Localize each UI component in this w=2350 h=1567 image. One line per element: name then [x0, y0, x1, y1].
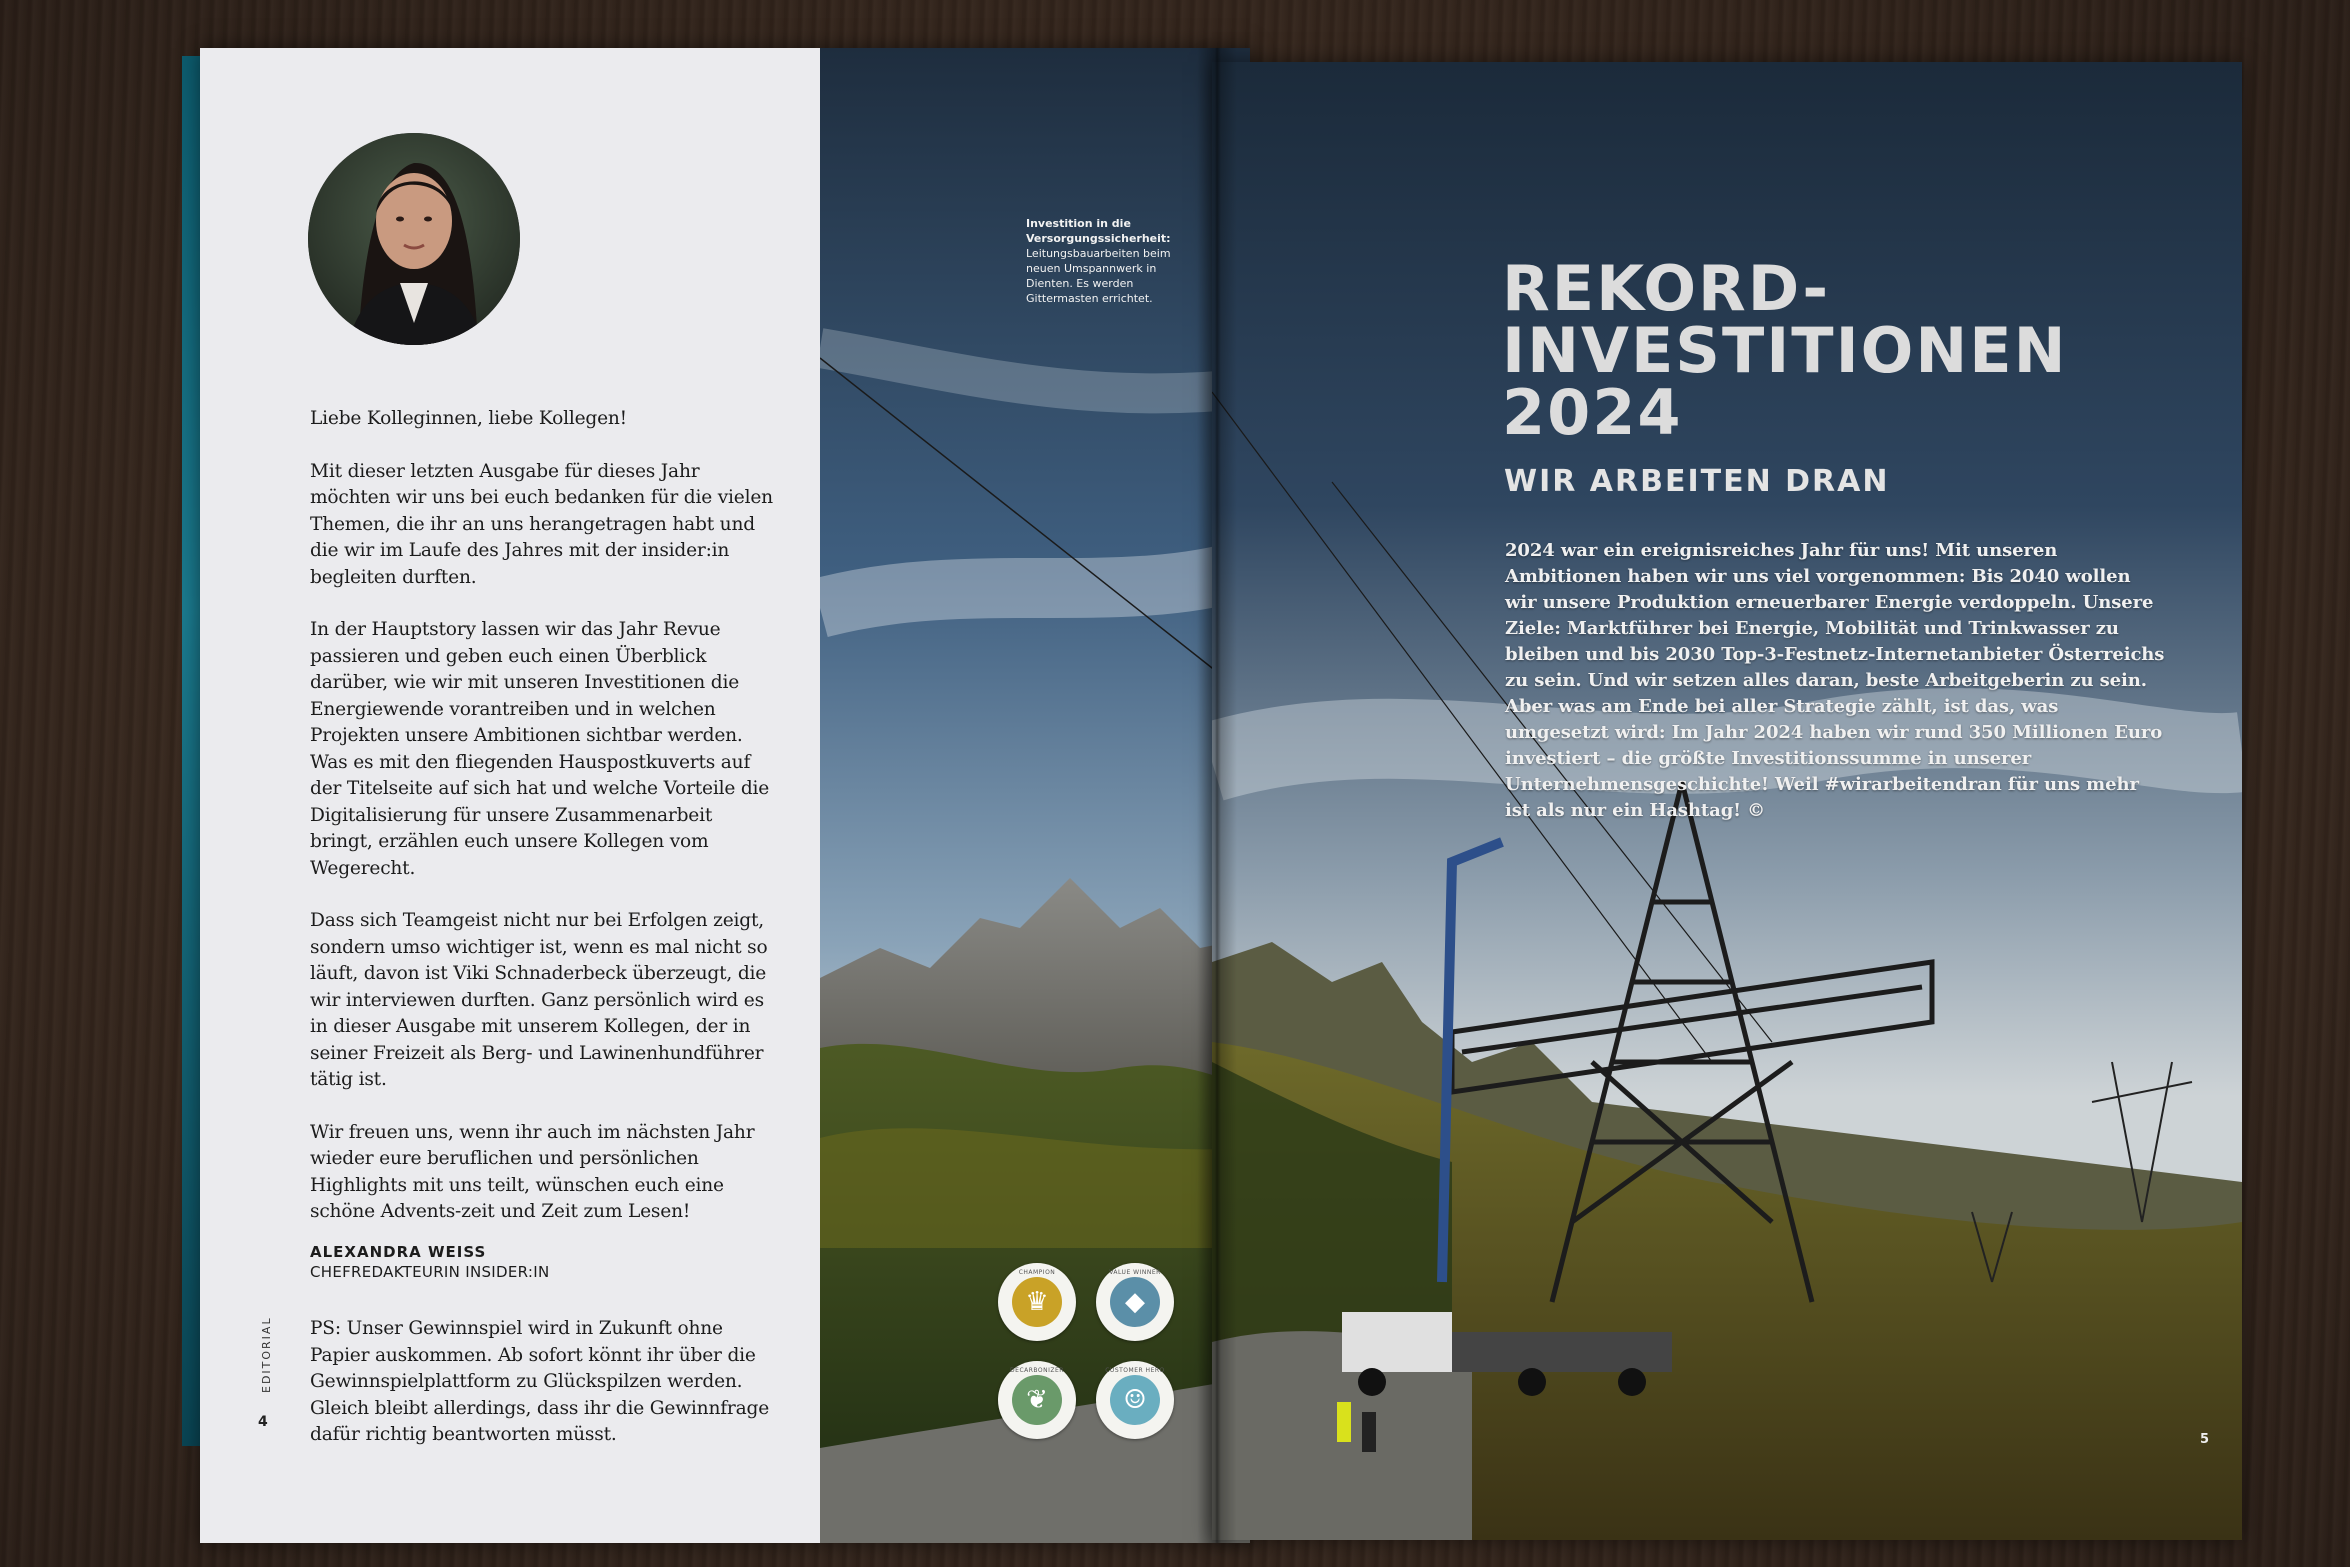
author-block	[310, 1243, 550, 1281]
badge-label: VALUE WINNER	[1109, 1269, 1161, 1276]
badge-decarbonizer	[998, 1361, 1076, 1439]
headline-line-2: INVESTITIONEN	[1502, 314, 2068, 387]
postscript: PS: Unser Gewinnspiel wird in Zukunft ohne Papier auskommen. Ab sofort könnt ihr über die Gewinnspielplattform zu Glückspilzen werden. Gleich bleibt allerdings, dass ihr die Gewinnfrage dafür richtig beantworten müsst.	[310, 1318, 769, 1445]
smile-icon: ☺	[1110, 1375, 1160, 1425]
magazine-spread	[182, 48, 2242, 1540]
author-portrait	[308, 133, 520, 345]
badge-value-winner	[1096, 1263, 1174, 1341]
editorial-body	[310, 406, 780, 1252]
right-page	[1212, 62, 2242, 1540]
intro-body: 2024 war ein ereignisreiches Jahr für uns! Mit unseren Ambitionen haben wir uns viel vorgenommen: Bis 2040 wollen wir unsere Produktion erneuerbarer Energie verdoppeln. Unsere Ziele: Marktführer bei Energie, Mobilität und Trinkwasser zu bleiben und bis 2030 Top-3-Festnetz-Internetanbieter Österreichs zu sein. Und wir setzen alles daran, beste Arbeitgeberin zu sein. Aber was am Ende bei aller Strategie zählt, ist das, was umgesetzt wird: Im Jahr 2024 haben wir rund 350 Millionen Euro investiert – die größte Investitionssumme in unserer Unternehmensgeschichte! Weil #wirarbeitendran für uns mehr ist als nur ein Hashtag!	[1505, 540, 2165, 821]
page-number-right: 5	[2200, 1432, 2210, 1447]
paragraph-2: In der Hauptstory lassen wir das Jahr Revue passieren und geben euch einen Überblick darüber, wie wir mit unseren Investitionen die Energiewende vorantreiben und in welchen Projekten unsere Ambitionen sichtbar werden. Was es mit den fliegenden Hauspostkuverts auf der Titelseite auf sich hat und welche Vorteile die Digitalisierung für unsere Zusammenarbeit bringt, erzählen euch unsere Kollegen vom Wegerecht.	[310, 619, 770, 879]
caption-title: Investition in die Versorgungssicherheit:	[1026, 217, 1171, 245]
left-photo	[820, 48, 1250, 1543]
caption-text: Leitungsbauarbeiten beim neuen Umspannwerk in Dienten. Es werden Gittermasten errichtet.	[1026, 247, 1171, 305]
left-page	[200, 48, 1250, 1543]
badge-label: CUSTOMER HERO	[1105, 1367, 1165, 1374]
paragraph-3: Dass sich Teamgeist nicht nur bei Erfolgen zeigt, sondern umso wichtiger ist, wenn es mal nicht so läuft, davon ist Viki Schnaderbeck überzeugt, die wir interviewen durften. Ganz persönlich wird es in dieser Ausgabe mit unserem Kollegen, der in seiner Freizeit als Berg- und Lawinenhundführer tätig ist.	[310, 910, 768, 1090]
editorial-column	[200, 48, 820, 1543]
subheadline: WIR ARBEITEN DRAN	[1504, 464, 1890, 499]
trophy-icon: ♛	[1012, 1277, 1062, 1327]
award-badges	[998, 1263, 1198, 1463]
greeting: Liebe Kolleginnen, liebe Kollegen!	[310, 408, 627, 429]
paragraph-4: Wir freuen uns, wenn ihr auch im nächsten Jahr wieder eure beruflichen und persönlichen Highlights mit uns teilt, wünschen euch eine schöne Advents-zeit und Zeit zum Lesen!	[310, 1121, 755, 1222]
cover-edge	[182, 56, 202, 1446]
badge-label: DECARBONIZER	[1010, 1367, 1064, 1374]
badge-label: CHAMPION	[1018, 1269, 1056, 1276]
author-role: CHEFREDAKTEURIN INSIDER:IN	[310, 1263, 550, 1281]
diamond-icon: ◆	[1110, 1277, 1160, 1327]
headline-line-3: 2024	[1502, 376, 1683, 449]
leaf-icon: ❦	[1012, 1375, 1062, 1425]
page-number-left: 4	[258, 1414, 268, 1430]
paragraph-1: Mit dieser letzten Ausgabe für dieses Jahr möchten wir uns bei euch bedanken für die vielen Themen, die ihr an uns herangetragen habt und die wir im Laufe des Jahres mit der insider:in begleiten durften.	[310, 460, 773, 588]
badge-champion	[998, 1263, 1076, 1341]
headline-line-1: REKORD-	[1502, 252, 1831, 325]
author-name: ALEXANDRA WEISS	[310, 1243, 487, 1261]
badge-customer-hero	[1096, 1361, 1174, 1439]
headline	[1502, 252, 2068, 449]
section-label: EDITORIAL	[260, 1316, 273, 1393]
photo-caption	[1026, 216, 1176, 306]
intro-text	[1505, 538, 2165, 824]
end-mark: ©	[1747, 800, 1766, 821]
